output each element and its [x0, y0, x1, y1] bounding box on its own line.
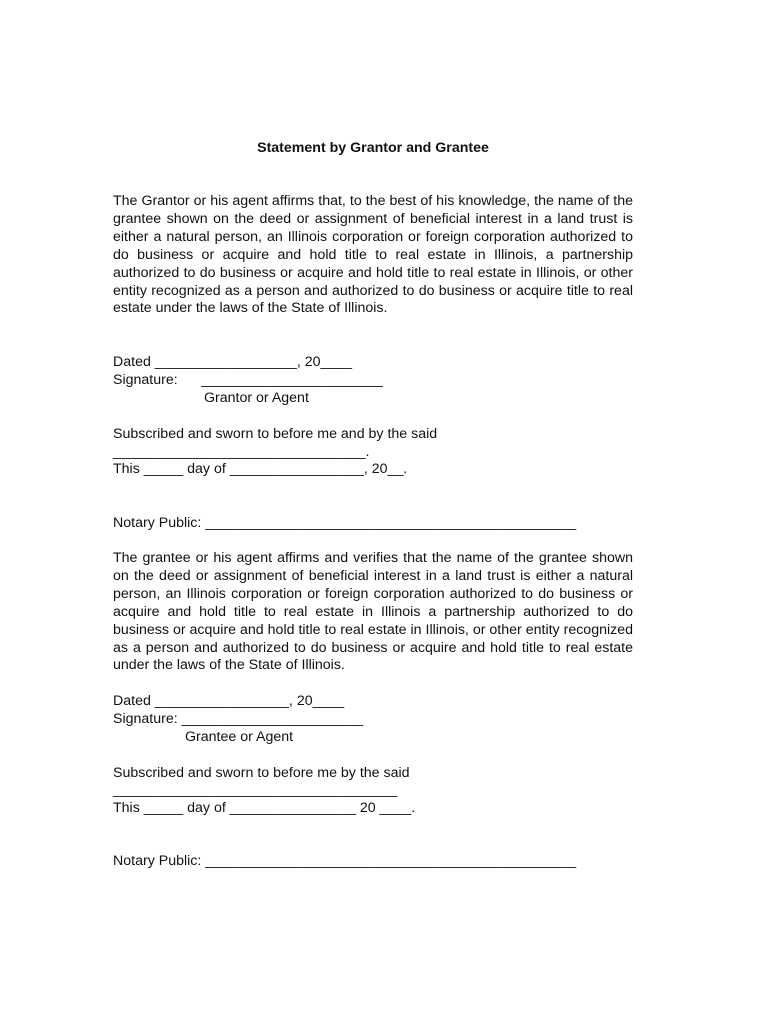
grantor-affirmation: The Grantor or his agent affirms that, to the best of his knowledge, the name of the grantee shown on the deed or assignment of beneficial interest in a land trust is either a natural person, an Illinois corporation or foreign corporation authorized to do business or acquire and hold title to real estate in Illinois, a partnership authorized to do business or acquire and hold title to real estate in Illinois, or other entity recognized as a person and authorized to do business or acquire title to real estate under the laws of the State of Illinois. [113, 193, 633, 317]
grantee-notary-line: Notary Public: _______________________________________________ [113, 853, 577, 869]
grantee-affirmation: The grantee or his agent affirms and verifies that the name of the grantee shown on the deed or assignment of beneficial interest in a land trust is either a natural person, an Illinois corporation or foreign corporation authorized to do business or acquire and hold title to real estate in Illinois a partnership authorized to do business or acquire and hold title to real estate in Illinois, or other entity recognized as a person and authorized to do business or acquire and hold title to real estate under the laws of the State of Illinois. [113, 550, 633, 674]
grantor-signature-line: Signature: _______________________ [113, 372, 383, 388]
grantee-signer-label: Grantee or Agent [185, 729, 294, 745]
grantee-dated-line: Dated _________________, 20____ [113, 693, 345, 709]
grantor-dated-line: Dated __________________, 20____ [113, 354, 353, 370]
grantee-signature-line: Signature: _______________________ [113, 711, 364, 727]
grantor-signer-label: Grantor or Agent [204, 390, 309, 406]
grantee-said-blank: ____________________________________ [113, 782, 398, 798]
grantee-subscribed-line: Subscribed and sworn to before me by the said [113, 765, 410, 781]
grantor-notary-line: Notary Public: _______________________________________________ [113, 515, 577, 531]
grantor-this-day-line: This _____ day of _________________, 20__. [113, 461, 408, 477]
grantor-said-blank: ________________________________. [113, 444, 370, 460]
document-title: Statement by Grantor and Grantee [257, 140, 489, 156]
grantee-this-day-line: This _____ day of ________________ 20 ____. [113, 800, 416, 816]
grantor-subscribed-line: Subscribed and sworn to before me and by the said [113, 426, 438, 442]
